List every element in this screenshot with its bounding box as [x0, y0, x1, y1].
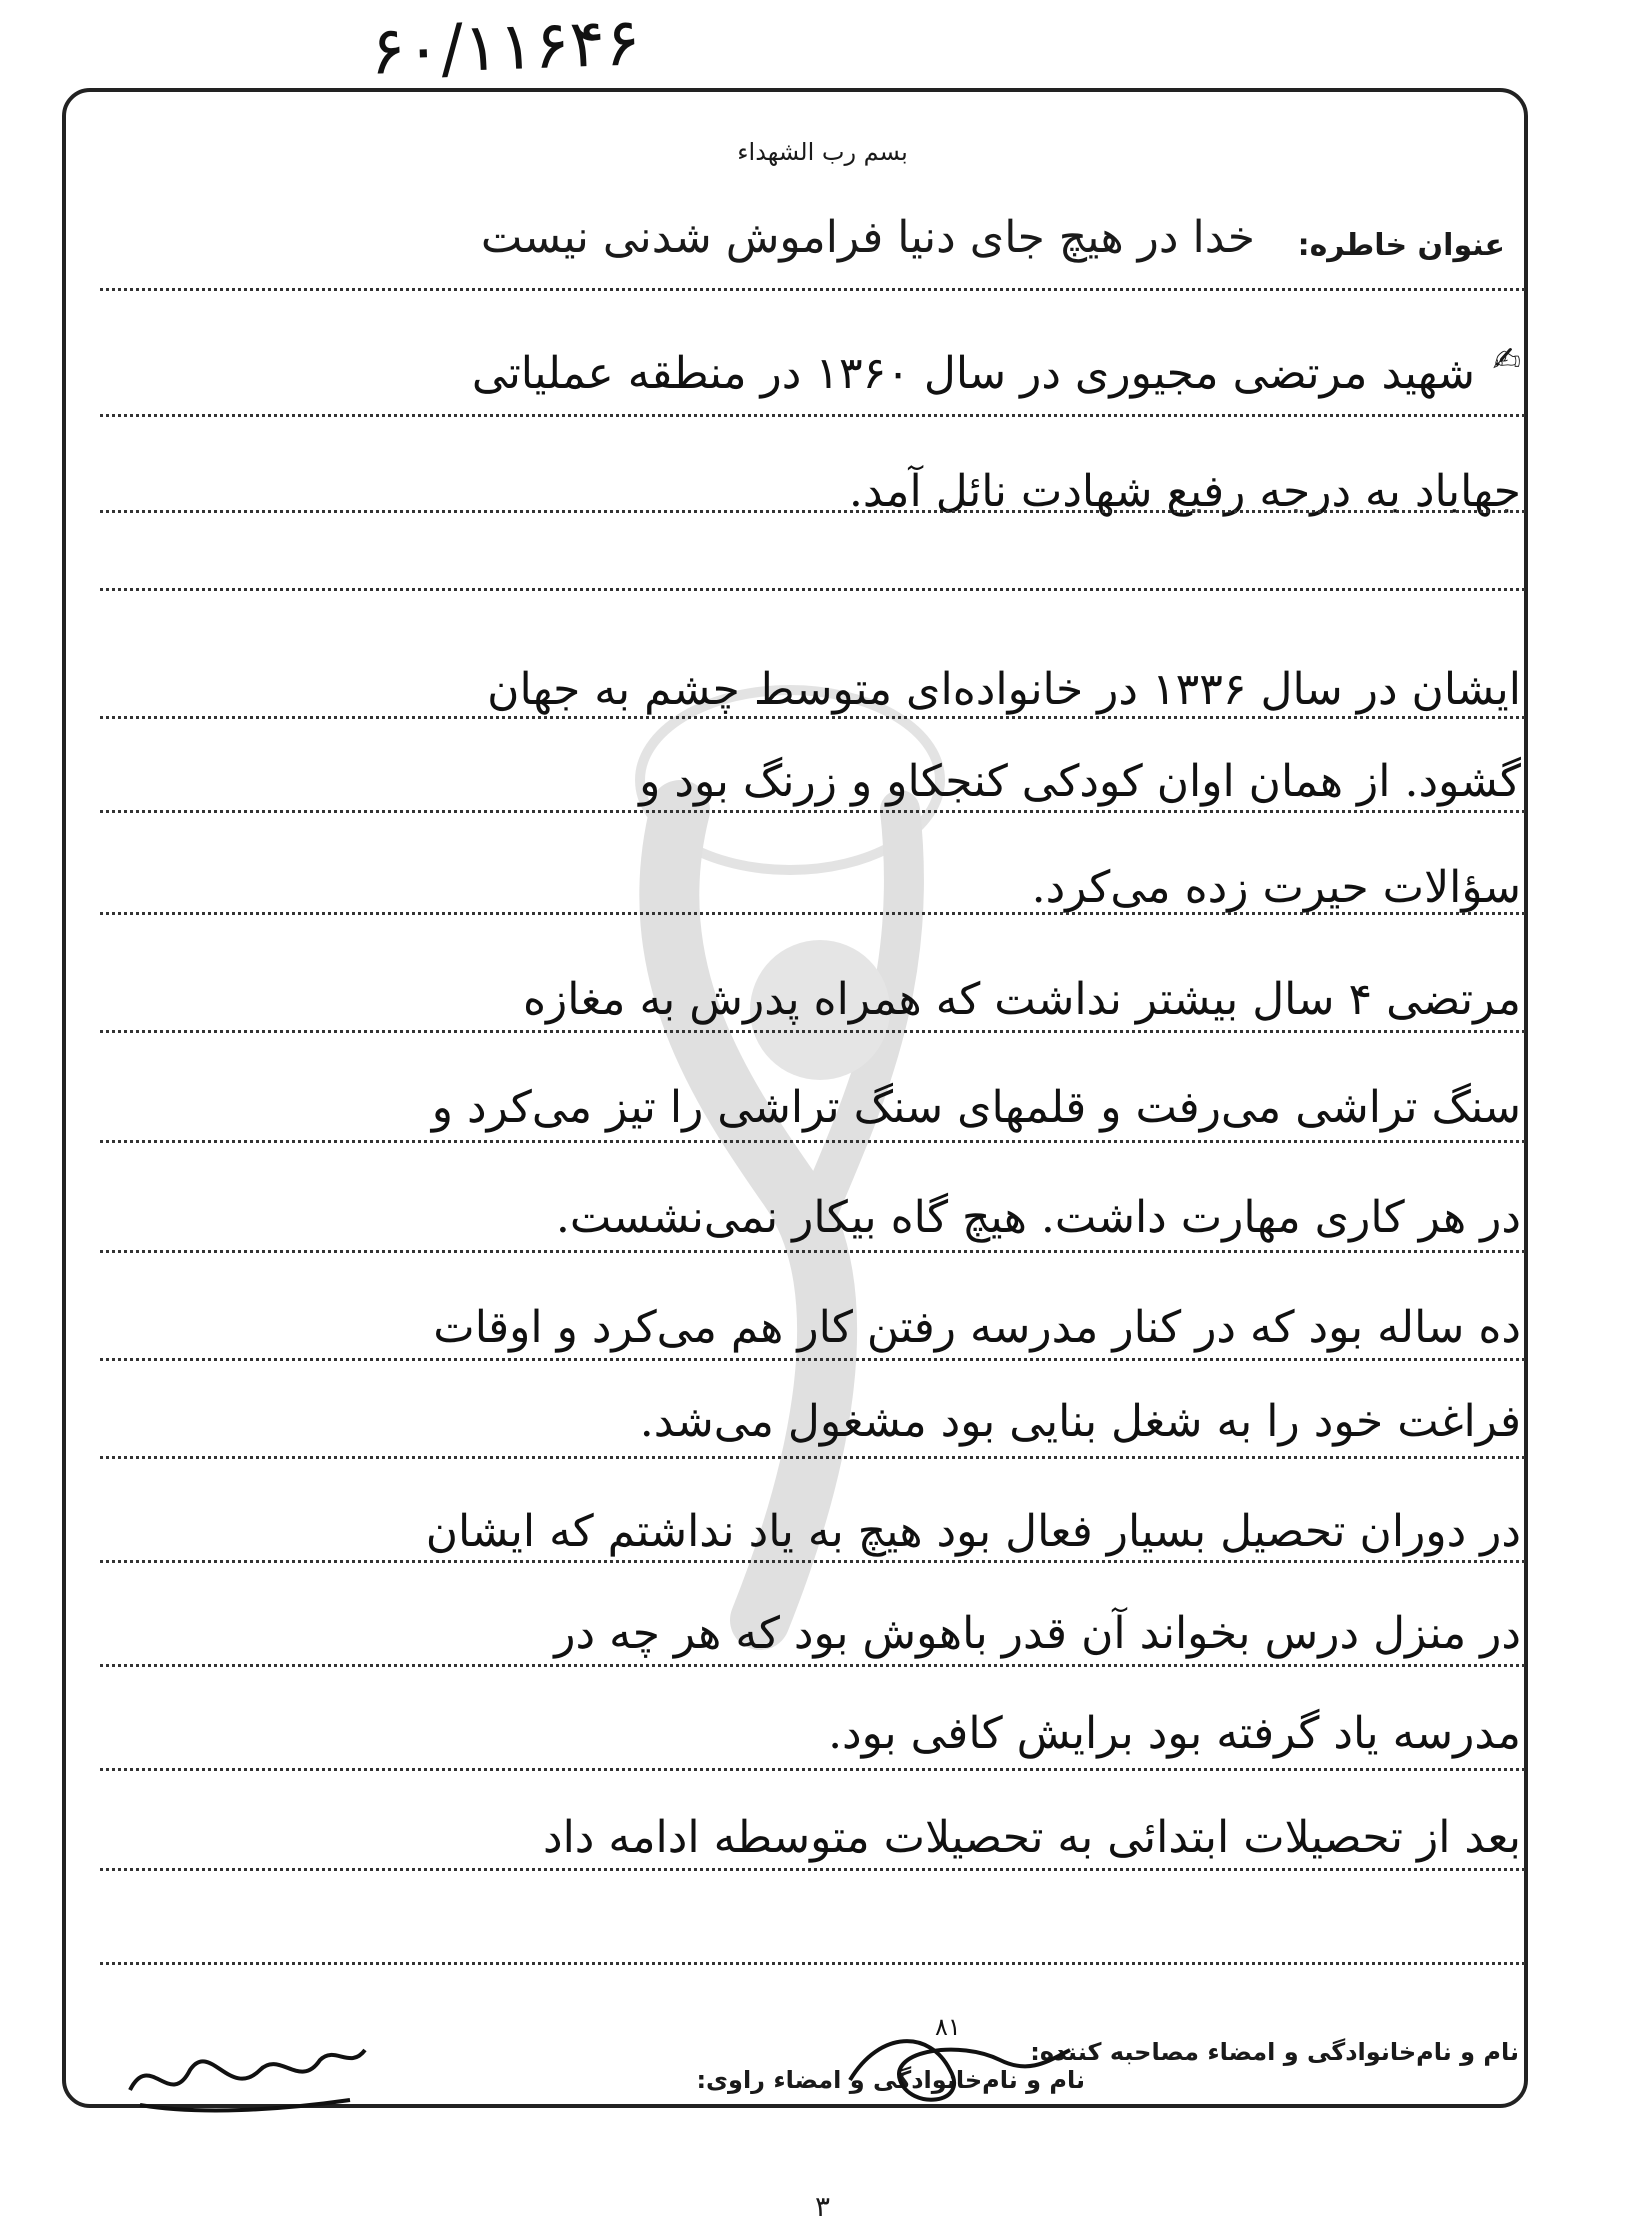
dotted-rule — [100, 510, 1525, 513]
interviewer-code: ۸۱ — [935, 2013, 961, 2041]
text-line-4: ایشان در سال ۱۳۳۶ در خانواده‌ای متوسط چشم به جهان — [487, 664, 1521, 715]
dotted-rule — [100, 1250, 1525, 1253]
text-line-1: شهید مرتضی مجیوری در سال ۱۳۶۰ در منطقه عملیاتی — [471, 348, 1475, 399]
header-bismillah: بسم رب الشهداء — [737, 138, 908, 166]
dotted-rule — [100, 288, 1525, 291]
narrator-signature-label: نام و نام‌خانوادگی و امضاء راوی: — [696, 2066, 1085, 2094]
dotted-rule — [100, 588, 1525, 591]
title-value: خدا در هیچ جای دنیا فراموش شدنی نیست — [480, 212, 1255, 263]
dotted-rule — [100, 810, 1525, 813]
text-line-15: بعد از تحصیلات ابتدائی به تحصیلات متوسطه ادامه داد — [542, 1812, 1521, 1863]
text-line-7: مرتضی ۴ سال بیشتر نداشت که همراه پدرش به مغازه — [522, 974, 1521, 1025]
dotted-rule — [100, 1962, 1525, 1965]
dotted-rule — [100, 1560, 1525, 1563]
dotted-rule — [100, 1664, 1525, 1667]
narrator-signature-icon — [120, 2030, 370, 2120]
text-line-8: سنگ تراشی می‌رفت و قلمهای سنگ تراشی را تیز می‌کرد و — [431, 1082, 1521, 1133]
interviewer-signature-label: نام و نام‌خانوادگی و امضاء مصاحبه کننده: — [1030, 2038, 1519, 2066]
pen-icon: ✍ — [1492, 340, 1521, 380]
dotted-rule — [100, 1030, 1525, 1033]
dotted-rule — [100, 1456, 1525, 1459]
dotted-rule — [100, 1140, 1525, 1143]
watermark-emblem-icon — [560, 670, 1020, 1650]
dotted-rule — [100, 414, 1525, 417]
text-line-12: در دوران تحصیل بسیار فعال بود هیچ به یاد نداشتم که ایشان — [425, 1506, 1521, 1557]
text-line-13: در منزل درس بخواند آن قدر باهوش بود که هر چه در — [554, 1608, 1521, 1659]
page-number: ۳ — [814, 2190, 831, 2223]
file-number: ۶۰/۱۱۶۴۶ — [368, 3, 642, 90]
text-line-10: ده ساله بود که در کنار مدرسه رفتن کار هم می‌کرد و اوقات — [433, 1302, 1521, 1353]
interviewer-signature-icon — [840, 2010, 1080, 2120]
text-line-6: سؤالات حیرت زده می‌کرد. — [1031, 862, 1521, 913]
title-label: عنوان خاطره: — [1297, 228, 1505, 263]
text-line-11: فراغت خود را به شغل بنایی بود مشغول می‌شد. — [639, 1396, 1521, 1447]
text-line-2: جهاباد به درجه رفیع شهادت نائل آمد. — [848, 466, 1521, 517]
dotted-rule — [100, 1768, 1525, 1771]
dotted-rule — [100, 1358, 1525, 1361]
text-line-5: گشود. از همان اوان کودکی کنجکاو و زرنگ بود و — [639, 756, 1521, 807]
dotted-rule — [100, 716, 1525, 719]
text-line-9: در هر کاری مهارت داشت. هیچ گاه بیکار نمی‌نشست. — [555, 1192, 1521, 1243]
dotted-rule — [100, 912, 1525, 915]
dotted-rule — [100, 1868, 1525, 1871]
text-line-14: مدرسه یاد گرفته بود برایش کافی بود. — [828, 1708, 1521, 1759]
